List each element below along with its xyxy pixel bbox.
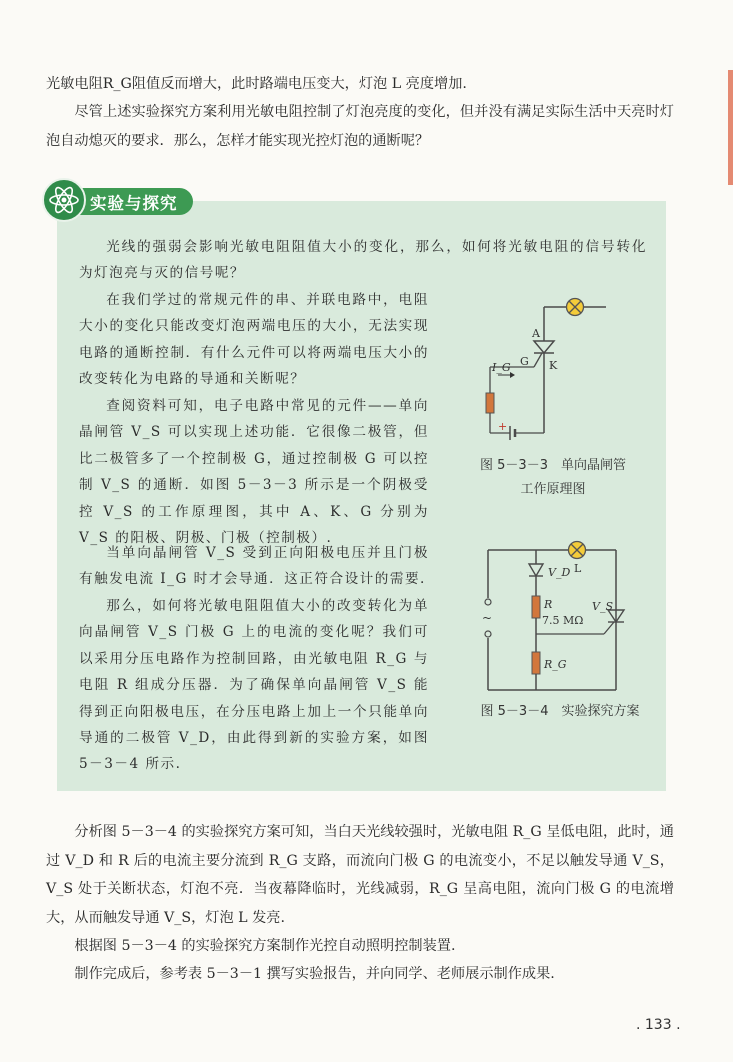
experiment-circuit-diagram: [476, 540, 636, 700]
thyristor-label: V_S: [592, 600, 613, 613]
ac-source-label: ~: [482, 611, 493, 625]
panel-paragraph-5: 那么，如何将光敏电阻阻值大小的改变转化为单向晶闸管 V_S 门极 G 上的电流的变化呢？我们可以采用分压电路作为控制回路，由光敏电阻 R_G 与电阻 R 组成分压器．为了确保单向晶闸管 V_S 能得到正向阳极电压，在分压电路上加上一个只能单向导通的二极管 V_D，由此得到新的实验方案，如图 5－3－4 所示.: [79, 598, 429, 773]
diode-label: V_D: [548, 566, 571, 579]
bottom-paragraph-1: 分析图 5－3－4 的实验探究方案可知，当白天光线较强时，光敏电阻 R_G 呈低电阻，此时，通过 V_D 和 R 后的电流主要分流到 R_G 支路，而流向门极 G 的电流变小，不足以触发导通 V_S，V_S 处于关断状态，灯泡不亮．当夜幕降临时，光线减弱，R_G 呈高电阻，流向门极 G 的电流增大，从而触发导通 V_S，灯泡 L 发亮.: [46, 824, 674, 926]
top-paragraph-1: 光敏电阻R_G阻值反而增大，此时路端电压变大，灯泡 L 亮度增加.: [46, 76, 467, 92]
photoresistor-label: R_G: [544, 658, 567, 671]
panel-paragraph-1: 光线的强弱会影响光敏电阻阻值大小的变化，那么，如何将光敏电阻的信号转化为灯泡亮与灭的信号呢？: [79, 239, 647, 282]
bottom-paragraph-2: 根据图 5－3－4 的实验探究方案制作光控自动照明控制装置.: [74, 938, 456, 954]
chapter-side-bar: [728, 70, 733, 185]
section-title: 实验与探究: [90, 194, 178, 213]
battery-plus-label: +: [498, 420, 508, 433]
diode-symbol: [529, 564, 543, 576]
section-header: [42, 178, 196, 222]
figure-5-3-3-caption: 图 5－3－3 单向晶闸管工作原理图: [480, 458, 626, 497]
gate-current-label: I_G: [492, 361, 511, 374]
gate-label: G: [520, 355, 529, 368]
photoresistor-symbol: [532, 652, 540, 674]
ac-terminal-top: [485, 599, 491, 605]
lamp-label: L: [574, 562, 582, 575]
anode-label: A: [532, 327, 540, 340]
thyristor-symbol: [534, 341, 554, 353]
bottom-paragraph-3: 制作完成后，参考表 5－3－1 撰写实验报告，并向同学、老师展示制作成果.: [74, 966, 555, 982]
resistor-value-label: 7.5 MΩ: [542, 614, 584, 627]
panel-paragraph-2: 在我们学过的常规元件的串、并联电路中，电阻大小的变化只能改变灯泡两端电压的大小，无法实现电路的通断控制．有什么元件可以将两端电压大小的改变转化为电路的导通和关断呢？: [79, 292, 429, 388]
atom-icon-wrap: [42, 178, 86, 222]
panel-paragraph-3: 查阅资料可知，电子电路中常见的元件——单向晶闸管 V_S 可以实现上述功能．它很像二极管，但比二极管多了一个控制极 G，通过控制极 G 可以控制 V_S 的通断．如图 5－3－3 所示是一个阴极受控 V_S 的工作原理图，其中 A、K、G 分别为 V_S 的阳极、阴极、门极（控制极）.: [79, 398, 429, 547]
panel-paragraph-4: 当单向晶闸管 V_S 受到正向阳极电压并且门极有触发电流 I_G 时才会导通．这正符合设计的需要.: [79, 545, 429, 588]
thyristor-principle-diagram: [476, 295, 636, 455]
resistor-symbol: [486, 393, 494, 413]
top-paragraph-2: 尽管上述实验探究方案利用光敏电阻控制了灯泡亮度的变化，但并没有满足实际生活中天亮时灯泡自动熄灭的要求．那么，怎样才能实现光控灯泡的通断呢？: [46, 104, 674, 149]
cathode-label: K: [549, 359, 558, 372]
atom-icon: [44, 180, 84, 220]
ac-terminal-bottom: [485, 631, 491, 637]
page-number: . 133 .: [636, 1017, 681, 1033]
figure-5-3-4-caption: 图 5－3－4 实验探究方案: [480, 704, 640, 719]
chapter-side-mark: [728, 230, 733, 360]
resistor-r-label: R: [544, 598, 553, 611]
resistor-r-symbol: [532, 596, 540, 618]
